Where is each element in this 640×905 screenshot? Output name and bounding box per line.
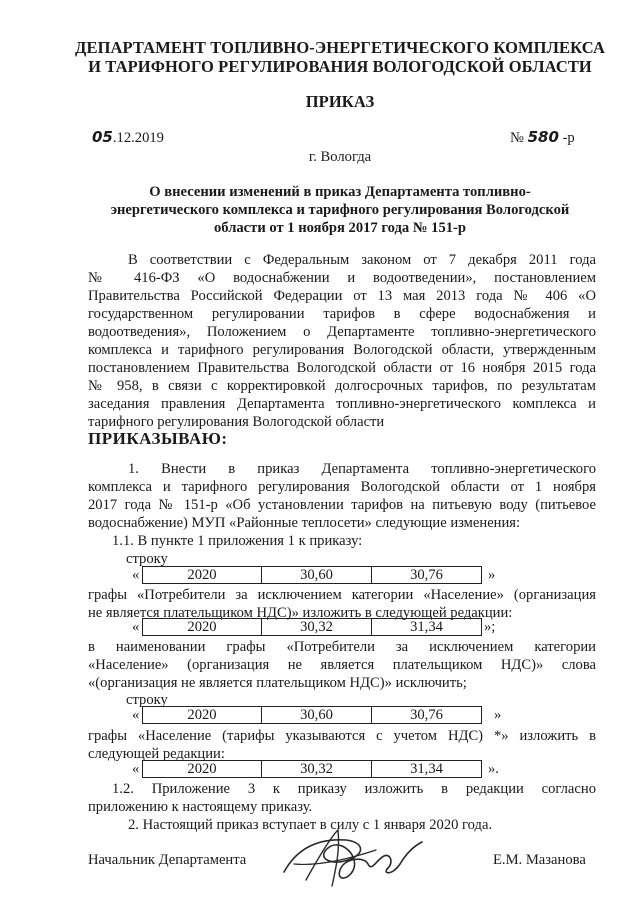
document-number <box>510 128 575 147</box>
city: г. Вологда <box>308 149 372 165</box>
year-cell: 2020 <box>142 566 262 584</box>
subitem-1-2-line-2: приложению к настоящему приказу. <box>88 799 313 815</box>
graph1-last-line: не является плательщиком НДС)» изложить в следующей редакции: <box>88 605 513 621</box>
preamble-line-5: комплекса и тарифного регулирования Вологодской области, утвержденным <box>88 342 596 358</box>
org-name-line-2: И ТАРИФНОГО РЕГУЛИРОВАНИЯ ВОЛОГОДСКОЙ ОБЛАСТИ <box>88 57 592 76</box>
doc-type-title: ПРИКАЗ <box>305 92 375 111</box>
preamble-line-1: № 416-ФЗ «О водоснабжении и водоотведении», постановлением <box>88 270 596 286</box>
year-cell: 2020 <box>142 706 262 724</box>
value-row-4 <box>126 760 506 778</box>
subitem-1-2-line-1: 1.2. Приложение 3 к приказу изложить в редакции согласно <box>112 781 596 797</box>
value-row-3 <box>126 706 506 724</box>
signatory-position: Начальник Департамента <box>88 852 247 868</box>
value-cell-1: 30,60 <box>261 566 372 584</box>
order-word: ПРИКАЗЫВАЮ: <box>88 429 228 448</box>
preamble-line-7: № 958, в связи с корректировкой долгосрочных тарифов, по результатам <box>88 378 596 394</box>
value-cell-1: 30,32 <box>261 760 372 778</box>
preamble-line-6: постановлением Правительства Вологодской области от 16 ноября 2015 года <box>88 360 596 376</box>
item1-line-0: 1. Внести в приказ Департамента топливно-энергетического <box>128 461 596 477</box>
close-quote: »; <box>484 619 496 635</box>
item-2: 2. Настоящий приказ вступает в силу с 1 января 2020 года. <box>128 817 493 833</box>
preamble-line-0: В соответствии с Федеральным законом от 7 декабря 2011 года <box>128 252 596 268</box>
value-cell-2: 30,76 <box>371 566 482 584</box>
value-cell-2: 30,76 <box>371 706 482 724</box>
naming-line-0: в наименовании графы «Потребители за исключением категории <box>88 639 596 655</box>
naming-line-1: «Население» (организация не является плательщиком НДС)» слова <box>88 657 596 673</box>
item1-line-1: комплекса и тарифного регулирования Вологодской области от 1 ноября <box>88 479 596 495</box>
graph1-line-0: графы «Потребители за исключением категории «Население» (организация <box>88 587 596 603</box>
document-date <box>92 128 164 147</box>
value-cell-2: 31,34 <box>371 618 482 636</box>
value-cell-1: 30,60 <box>261 706 372 724</box>
open-quote: « <box>132 619 140 635</box>
close-quote: ». <box>488 761 499 777</box>
open-quote: « <box>132 707 140 723</box>
open-quote: « <box>132 761 140 777</box>
close-quote: » <box>488 567 496 583</box>
number-sign: № <box>510 130 524 146</box>
value-row-2 <box>126 618 506 636</box>
word-row-2: строку <box>126 692 168 708</box>
date-day-handwritten: 05 <box>92 128 113 146</box>
year-cell: 2020 <box>142 760 262 778</box>
subitem-1-1: 1.1. В пункте 1 приложения 1 к приказу: <box>112 533 363 549</box>
signatory-name: Е.М. Мазанова <box>493 852 586 868</box>
preamble-line-8: заседания правления Департамента топливно-энергетического комплекса и <box>88 396 596 412</box>
item1-last-line: водоснабжение) МУП «Районные теплосети» следующие изменения: <box>88 515 521 531</box>
title-line-2: энергетического комплекса и тарифного регулирования Вологодской <box>110 202 570 218</box>
date-month-year: .12.2019 <box>112 130 164 146</box>
graph2-line-0: графы «Население (тарифы указываются с учетом НДС) *» изложить в <box>88 728 596 744</box>
title-line-3: области от 1 ноября 2017 года № 151-р <box>213 220 467 236</box>
preamble-last-line: тарифного регулирования Вологодской области <box>88 414 385 430</box>
preamble-line-3: государственном регулировании тарифов в сфере водоснабжения и <box>88 306 596 322</box>
preamble-line-2: Правительства Российской Федерации от 13 мая 2013 года № 406 «О <box>88 288 596 304</box>
naming-last-line: «(организация не является плательщиком НДС)» исключить; <box>88 675 467 691</box>
value-row-1 <box>126 566 506 584</box>
item1-line-2: 2017 года № 151-р «Об установлении тарифов на питьевую воду (питьевое <box>88 497 596 513</box>
org-name-line-1: ДЕПАРТАМЕНТ ТОПЛИВНО-ЭНЕРГЕТИЧЕСКОГО КОМПЛЕКСА <box>75 38 605 57</box>
number-suffix: -р <box>562 130 575 146</box>
year-cell: 2020 <box>142 618 262 636</box>
handwritten-signature <box>276 820 426 890</box>
open-quote: « <box>132 567 140 583</box>
value-cell-2: 31,34 <box>371 760 482 778</box>
close-quote: » <box>494 707 502 723</box>
number-handwritten: 580 <box>527 128 559 146</box>
graph2-last-line: следующей редакции: <box>88 746 225 762</box>
title-line-1: О внесении изменений в приказ Департамента топливно- <box>149 184 531 200</box>
value-cell-1: 30,32 <box>261 618 372 636</box>
word-row-1: строку <box>126 551 168 567</box>
preamble-line-4: водоотведения», Положением о Департаменте топливно-энергетического <box>88 324 596 340</box>
